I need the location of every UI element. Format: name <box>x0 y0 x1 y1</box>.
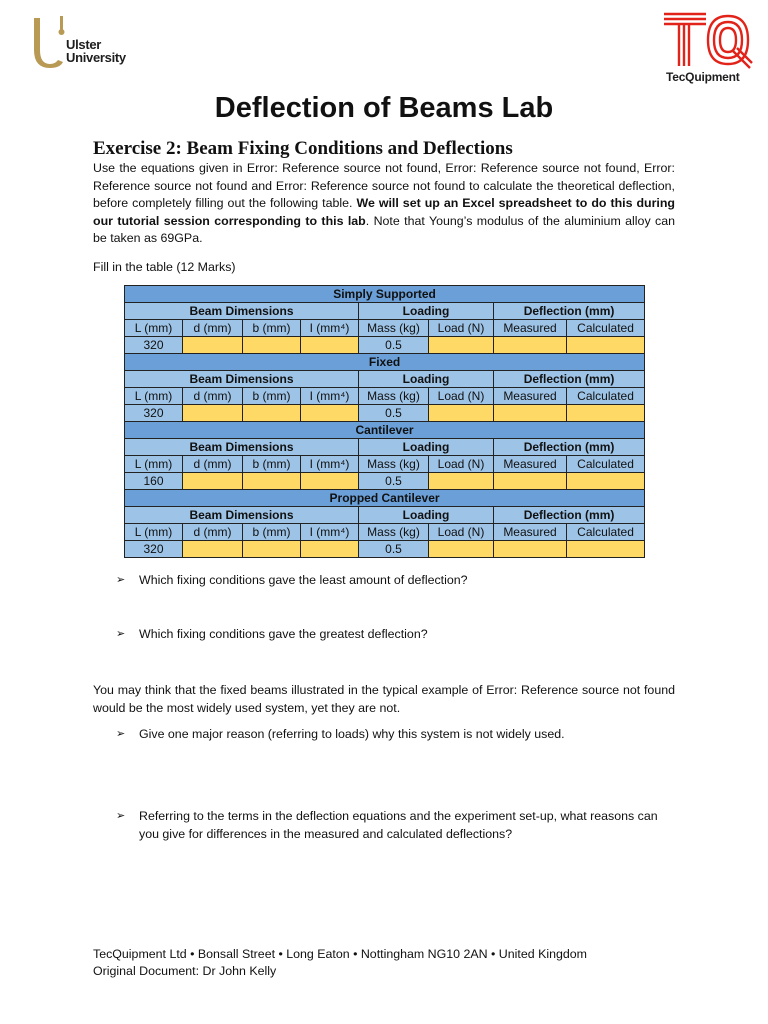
table-group-header-row <box>125 371 645 388</box>
second-moment-input-cell[interactable] <box>301 405 359 422</box>
load-input-cell[interactable] <box>429 405 494 422</box>
tq-monogram-icon <box>662 10 754 70</box>
table-section-row <box>125 490 645 507</box>
column-header: Load (N) <box>429 456 494 473</box>
table-group-header-row <box>125 507 645 524</box>
load-input-cell[interactable] <box>429 337 494 354</box>
column-header: I (mm⁴) <box>301 320 359 337</box>
group-header-beam: Beam Dimensions <box>125 371 359 388</box>
table-column-header-row <box>125 320 645 337</box>
column-header: Measured <box>494 456 567 473</box>
fixed-beams-paragraph: You may think that the fixed beams illustrated in the typical example of Error: Reference source not found would be the most widely used system, yet they are not. <box>93 683 675 715</box>
group-header-beam: Beam Dimensions <box>125 507 359 524</box>
intro-text-bold: We will set up an Excel spreadsheet to do this during our tutorial session corresponding to this lab <box>93 196 675 228</box>
column-header: b (mm) <box>243 320 301 337</box>
question-2-text: Which fixing conditions gave the greatest deflection? <box>139 627 428 641</box>
tecquipment-logo-text: TecQuipment <box>666 70 740 84</box>
second-moment-input-cell[interactable] <box>301 541 359 558</box>
column-header: b (mm) <box>243 388 301 405</box>
calculated-input-cell[interactable] <box>567 405 645 422</box>
calculated-input-cell[interactable] <box>567 473 645 490</box>
footer-address: TecQuipment Ltd • Bonsall Street • Long Eaton • Nottingham NG10 2AN • United Kingdom <box>93 947 587 961</box>
table-section-row <box>125 286 645 303</box>
column-header: Mass (kg) <box>359 524 429 541</box>
column-header: L (mm) <box>125 456 183 473</box>
mass-cell: 0.5 <box>359 473 429 490</box>
group-header-beam: Beam Dimensions <box>125 303 359 320</box>
calculated-input-cell[interactable] <box>567 541 645 558</box>
column-header: Measured <box>494 524 567 541</box>
column-header: I (mm⁴) <box>301 388 359 405</box>
load-input-cell[interactable] <box>429 541 494 558</box>
table-row <box>125 473 645 490</box>
length-cell: 160 <box>125 473 183 490</box>
section-title: Propped Cantilever <box>125 490 645 507</box>
depth-input-cell[interactable] <box>183 473 243 490</box>
measured-input-cell[interactable] <box>494 337 567 354</box>
column-header: d (mm) <box>183 388 243 405</box>
column-header: Mass (kg) <box>359 456 429 473</box>
ulster-university-logo <box>30 16 140 76</box>
length-cell: 320 <box>125 337 183 354</box>
column-header: b (mm) <box>243 456 301 473</box>
column-header: Mass (kg) <box>359 320 429 337</box>
group-header-loading: Loading <box>359 371 494 388</box>
group-header-beam: Beam Dimensions <box>125 439 359 456</box>
column-header: d (mm) <box>183 524 243 541</box>
column-header: Load (N) <box>429 524 494 541</box>
column-header: Measured <box>494 320 567 337</box>
intro-text-part2: . Note that Young’s modulus of the aluminium alloy can be taken as 69GPa. <box>93 213 675 246</box>
mass-cell: 0.5 <box>359 337 429 354</box>
column-header: Calculated <box>567 524 645 541</box>
section-title: Simply Supported <box>125 286 645 303</box>
table-row <box>125 541 645 558</box>
bullet-arrow-icon: ➢ <box>116 810 126 822</box>
column-header: Load (N) <box>429 320 494 337</box>
group-header-deflection: Deflection (mm) <box>494 371 645 388</box>
second-moment-input-cell[interactable] <box>301 337 359 354</box>
group-header-loading: Loading <box>359 507 494 524</box>
section-title: Fixed <box>125 354 645 371</box>
column-header: Mass (kg) <box>359 388 429 405</box>
intro-text-part1: Use the equations given in Error: Reference source not found, Error: Reference source not found, Error: Reference source not found and Error: Reference source not found to calculate the theoretical deflection, before completely filling out the following table. <box>93 161 675 211</box>
mass-cell: 0.5 <box>359 541 429 558</box>
exercise-heading: Exercise 2: Beam Fixing Conditions and Deflections <box>93 138 513 159</box>
ulster-logo-line1: Ulster <box>66 37 102 52</box>
tecquipment-logo <box>662 10 757 88</box>
breadth-input-cell[interactable] <box>243 473 301 490</box>
deflection-results-table <box>124 285 645 558</box>
depth-input-cell[interactable] <box>183 541 243 558</box>
length-cell: 320 <box>125 541 183 558</box>
ulster-emblem-icon <box>30 16 70 74</box>
group-header-deflection: Deflection (mm) <box>494 507 645 524</box>
column-header: L (mm) <box>125 388 183 405</box>
column-header: I (mm⁴) <box>301 524 359 541</box>
column-header: d (mm) <box>183 320 243 337</box>
footer-author: Original Document: Dr John Kelly <box>93 964 277 978</box>
second-moment-input-cell[interactable] <box>301 473 359 490</box>
breadth-input-cell[interactable] <box>243 541 301 558</box>
depth-input-cell[interactable] <box>183 337 243 354</box>
column-header: I (mm⁴) <box>301 456 359 473</box>
bullet-arrow-icon: ➢ <box>116 628 126 640</box>
column-header: Calculated <box>567 320 645 337</box>
bullet-arrow-icon: ➢ <box>116 728 126 740</box>
breadth-input-cell[interactable] <box>243 337 301 354</box>
length-cell: 320 <box>125 405 183 422</box>
table-column-header-row <box>125 524 645 541</box>
question-4-text: Referring to the terms in the deflection equations and the experiment set-up, what reasons can you give for differences in the measured and calculated deflections? <box>139 809 658 841</box>
group-header-deflection: Deflection (mm) <box>494 439 645 456</box>
measured-input-cell[interactable] <box>494 541 567 558</box>
intro-paragraph <box>93 160 675 248</box>
measured-input-cell[interactable] <box>494 473 567 490</box>
column-header: Calculated <box>567 456 645 473</box>
measured-input-cell[interactable] <box>494 405 567 422</box>
load-input-cell[interactable] <box>429 473 494 490</box>
group-header-loading: Loading <box>359 303 494 320</box>
table-section-row <box>125 422 645 439</box>
ulster-logo-line2: University <box>66 50 126 65</box>
table-group-header-row <box>125 439 645 456</box>
group-header-deflection: Deflection (mm) <box>494 303 645 320</box>
table-group-header-row <box>125 303 645 320</box>
column-header: Calculated <box>567 388 645 405</box>
bullet-arrow-icon: ➢ <box>116 574 126 586</box>
table-column-header-row <box>125 456 645 473</box>
question-1-text: Which fixing conditions gave the least amount of deflection? <box>139 573 468 587</box>
fill-instruction: Fill in the table (12 Marks) <box>93 260 236 274</box>
column-header: Load (N) <box>429 388 494 405</box>
table-column-header-row <box>125 388 645 405</box>
table-row <box>125 337 645 354</box>
depth-input-cell[interactable] <box>183 405 243 422</box>
mass-cell: 0.5 <box>359 405 429 422</box>
calculated-input-cell[interactable] <box>567 337 645 354</box>
column-header: b (mm) <box>243 524 301 541</box>
column-header: Measured <box>494 388 567 405</box>
column-header: d (mm) <box>183 456 243 473</box>
group-header-loading: Loading <box>359 439 494 456</box>
column-header: L (mm) <box>125 524 183 541</box>
column-header: L (mm) <box>125 320 183 337</box>
question-3-text: Give one major reason (referring to loads) why this system is not widely used. <box>139 727 565 741</box>
table-row <box>125 405 645 422</box>
page-title: Deflection of Beams Lab <box>214 92 554 124</box>
breadth-input-cell[interactable] <box>243 405 301 422</box>
table-section-row <box>125 354 645 371</box>
section-title: Cantilever <box>125 422 645 439</box>
